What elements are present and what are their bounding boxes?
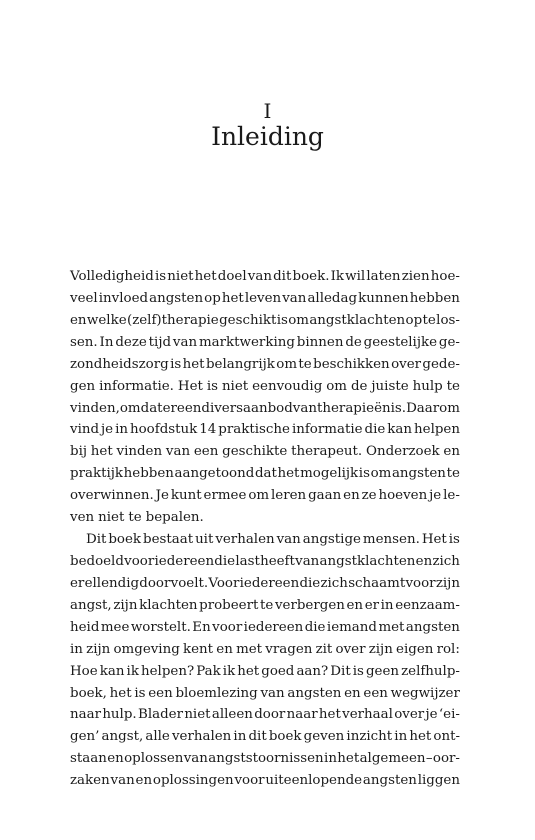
- word: angst,: [70, 597, 112, 613]
- word: uit: [195, 532, 214, 548]
- word: algemeen: [359, 751, 426, 767]
- word: op: [204, 290, 221, 306]
- word: door: [139, 575, 171, 591]
- word: aangetoond: [174, 466, 255, 482]
- text-line: [70, 595, 460, 617]
- text-line: [70, 485, 460, 507]
- word: vragen: [265, 641, 313, 657]
- text-line: [70, 266, 460, 288]
- word: ze: [361, 488, 377, 504]
- chapter-title: Inleiding: [211, 122, 324, 151]
- text-line: [70, 419, 460, 441]
- word: te: [298, 356, 312, 372]
- text-line: [70, 529, 460, 551]
- word: de: [345, 334, 362, 350]
- word: binnen: [296, 334, 344, 350]
- word: En: [192, 619, 211, 635]
- word: is: [134, 685, 146, 701]
- text-line: [70, 704, 460, 726]
- word: geschikt: [219, 312, 277, 328]
- word: voor: [212, 619, 243, 635]
- word: gen’: [70, 729, 100, 745]
- word: naar: [286, 707, 318, 723]
- word: voor: [405, 575, 436, 591]
- word: zit: [315, 641, 333, 657]
- word: en: [443, 444, 460, 460]
- word: geschikte: [222, 444, 288, 460]
- word: Onderzoek: [365, 444, 440, 460]
- word: Het: [177, 378, 203, 394]
- word: om: [276, 356, 298, 372]
- word: informatie.: [99, 378, 174, 394]
- word: voelt.: [170, 575, 209, 591]
- word: Pak: [196, 663, 221, 679]
- word: sen.: [70, 334, 98, 350]
- word: oor-: [432, 751, 460, 767]
- body-text: [70, 266, 460, 792]
- word: om: [370, 466, 392, 482]
- text-line: [70, 354, 460, 376]
- word: iemand: [326, 619, 377, 635]
- word: Je: [155, 488, 169, 504]
- word: angsten: [405, 619, 460, 635]
- word: om: [326, 378, 347, 394]
- word: bedoeld: [70, 553, 124, 569]
- word: Dit: [86, 532, 107, 548]
- word: en: [343, 488, 360, 504]
- word: heeft: [260, 553, 295, 569]
- word: er: [364, 597, 380, 613]
- word: is.: [390, 400, 407, 416]
- text-line: [70, 726, 460, 748]
- word: belangrijk: [205, 356, 275, 372]
- word: is: [154, 269, 167, 284]
- word: angststoornissen: [208, 751, 324, 767]
- word: van: [292, 400, 317, 416]
- word: te: [260, 597, 274, 613]
- word: en: [216, 641, 233, 657]
- word: kent: [183, 641, 214, 657]
- word: vinden,: [70, 400, 120, 416]
- word: is: [352, 663, 364, 679]
- word: je: [101, 422, 114, 438]
- word: wegwijzer: [390, 685, 460, 701]
- text-line: [70, 770, 460, 792]
- word: goed: [261, 663, 295, 679]
- word: over: [394, 707, 425, 723]
- word: vinden: [116, 444, 163, 460]
- word: een: [148, 685, 173, 701]
- word: Daarom: [406, 400, 460, 416]
- word: te: [422, 312, 436, 328]
- word: zijn: [113, 597, 138, 613]
- word: angstige: [302, 532, 361, 548]
- word: Hoe: [70, 663, 98, 679]
- word: van: [110, 773, 135, 789]
- word: een: [176, 400, 202, 416]
- word: ik: [222, 663, 236, 679]
- word: veel: [70, 290, 98, 306]
- word: ellendig: [84, 575, 140, 591]
- word: het: [277, 466, 300, 482]
- word: te: [128, 510, 142, 526]
- word: hoe-: [430, 269, 460, 284]
- word: gen: [70, 378, 96, 394]
- word: is: [276, 312, 288, 328]
- word: Voor: [208, 575, 240, 591]
- word: klachten: [139, 597, 198, 613]
- word: iedereen: [154, 553, 215, 569]
- word: van: [172, 334, 198, 350]
- text-line: [70, 398, 460, 420]
- word: voor: [124, 553, 155, 569]
- word: staan: [70, 751, 107, 767]
- word: boek,: [70, 685, 107, 701]
- word: aan?: [296, 663, 329, 679]
- word: die: [364, 422, 386, 438]
- word: er: [70, 575, 85, 591]
- word: ont-: [433, 729, 460, 745]
- word: helpen: [414, 422, 460, 438]
- word: angsten: [287, 685, 342, 701]
- word: door: [254, 707, 286, 723]
- word: met: [236, 641, 263, 657]
- word: los-: [436, 312, 460, 328]
- word: uiteenlopende: [265, 773, 363, 789]
- word: informatie: [291, 422, 363, 438]
- word: oplossen: [124, 751, 184, 767]
- word: zijn: [86, 641, 111, 657]
- word: je: [425, 707, 438, 723]
- word: zich: [320, 575, 348, 591]
- word: (zelf)therapie: [126, 312, 219, 328]
- word: deze: [115, 334, 147, 350]
- word: van: [295, 553, 320, 569]
- text-line: [70, 573, 460, 595]
- word: eenzaam-: [395, 597, 460, 613]
- word: niet: [167, 269, 194, 284]
- word: geven: [303, 729, 345, 745]
- word: boek.: [292, 269, 330, 284]
- word: therapieën: [316, 400, 391, 416]
- word: die: [214, 553, 236, 569]
- word: van: [165, 444, 191, 460]
- word: die: [299, 575, 321, 591]
- word: oplossingen: [152, 773, 234, 789]
- word: Dit: [330, 663, 351, 679]
- word: zondheidszorg: [70, 356, 169, 372]
- word: mogelijk: [300, 466, 359, 482]
- word: en: [415, 553, 433, 569]
- word: in: [394, 729, 408, 745]
- text-line: [70, 748, 460, 770]
- word: invloed: [98, 290, 149, 306]
- chapter-number: I: [263, 99, 272, 123]
- word: een: [193, 444, 219, 460]
- word: dit: [273, 269, 292, 284]
- word: leven: [244, 290, 282, 306]
- word: schaamt: [348, 575, 406, 591]
- word: om: [288, 312, 309, 328]
- word: en: [135, 773, 153, 789]
- word: de: [350, 378, 368, 394]
- word: zich: [432, 553, 460, 569]
- word: niet: [98, 510, 125, 526]
- text-line: [70, 463, 460, 485]
- word: kan: [387, 422, 413, 438]
- word: 14: [199, 422, 217, 438]
- word: ‘ei-: [438, 707, 460, 723]
- word: er: [162, 400, 177, 416]
- word: over: [391, 356, 422, 372]
- word: probeert: [199, 597, 259, 613]
- word: helpen?: [141, 663, 195, 679]
- word: om: [248, 488, 270, 504]
- word: bepalen.: [145, 510, 204, 526]
- word: en: [70, 312, 87, 328]
- word: leren: [270, 488, 307, 504]
- word: omdat: [119, 400, 163, 416]
- word: gaan: [308, 488, 342, 504]
- word: geestelijke: [363, 334, 438, 350]
- word: angstklachten: [309, 312, 406, 328]
- word: heid: [70, 619, 100, 635]
- word: kunnen: [358, 290, 409, 306]
- text-line: [70, 376, 460, 398]
- text-line: [70, 441, 460, 463]
- word: is: [448, 532, 460, 548]
- word: zien: [401, 269, 430, 284]
- word: mensen.: [362, 532, 420, 548]
- word: liggen: [417, 773, 460, 789]
- word: iedereen: [243, 619, 304, 635]
- word: angsten: [149, 290, 204, 306]
- word: met: [378, 619, 405, 635]
- text-line: [70, 639, 460, 661]
- text-line: [70, 661, 460, 683]
- word: mee: [100, 619, 130, 635]
- word: het: [318, 707, 341, 723]
- word: hoofdstuk: [130, 422, 198, 438]
- text-line: [70, 310, 460, 332]
- word: eenvoudig: [252, 378, 323, 394]
- word: te: [446, 378, 460, 394]
- word: Volledigheid: [70, 269, 154, 284]
- word: worstelt.: [130, 619, 191, 635]
- word: zaken: [70, 773, 110, 789]
- word: boek: [268, 729, 302, 745]
- word: naar: [70, 707, 101, 723]
- word: vind: [70, 422, 100, 438]
- text-line: [70, 288, 460, 310]
- word: verhaal: [342, 707, 393, 723]
- word: –: [425, 751, 433, 767]
- word: is: [206, 378, 218, 394]
- word: dat: [254, 466, 277, 482]
- word: welke: [86, 312, 127, 328]
- word: en: [346, 597, 364, 613]
- word: ermee: [203, 488, 247, 504]
- word: van: [282, 290, 307, 306]
- word: voor: [234, 773, 265, 789]
- word: je: [429, 488, 442, 504]
- word: in: [115, 422, 129, 438]
- word: over: [335, 641, 366, 657]
- word: angstklachten: [319, 553, 416, 569]
- word: het: [182, 356, 205, 372]
- word: kan: [99, 663, 125, 679]
- word: hulp.: [102, 707, 137, 723]
- word: te: [446, 466, 460, 482]
- word: en: [344, 685, 361, 701]
- word: eigen: [396, 641, 434, 657]
- word: divers: [201, 400, 243, 416]
- word: verhalen: [215, 532, 275, 548]
- word: angst,: [101, 729, 144, 745]
- word: omgeving: [113, 641, 180, 657]
- word: bij: [70, 444, 88, 460]
- word: Ik: [330, 269, 345, 284]
- word: alledag: [307, 290, 358, 306]
- word: en: [107, 751, 124, 767]
- word: een: [363, 685, 388, 701]
- word: therapeut.: [291, 444, 363, 460]
- word: dit: [248, 729, 267, 745]
- word: het: [221, 290, 244, 306]
- word: boek: [108, 532, 142, 548]
- word: hebben: [123, 466, 174, 482]
- text-line: [70, 551, 460, 573]
- word: van: [276, 532, 301, 548]
- word: van: [260, 685, 285, 701]
- word: ik: [126, 663, 139, 679]
- word: het: [90, 444, 113, 460]
- word: die: [304, 619, 326, 635]
- word: verbergen: [274, 597, 345, 613]
- word: op: [405, 312, 423, 328]
- word: geen: [365, 663, 400, 679]
- text-line: [70, 507, 460, 529]
- word: inzicht: [346, 729, 393, 745]
- word: rol:: [436, 641, 460, 657]
- word: bloemlezing: [175, 685, 258, 701]
- word: wil: [345, 269, 366, 284]
- word: juiste: [371, 378, 409, 394]
- word: angsten: [391, 466, 446, 482]
- text-line: [70, 683, 460, 705]
- word: beschikken: [313, 356, 390, 372]
- word: ge-: [438, 334, 460, 350]
- word: aanbod: [243, 400, 293, 416]
- word: zelfhulp-: [401, 663, 460, 679]
- word: het: [337, 751, 360, 767]
- word: het: [237, 663, 260, 679]
- word: het: [194, 269, 217, 284]
- word: overwinnen.: [70, 488, 154, 504]
- word: zijn: [368, 641, 393, 657]
- word: le-: [443, 488, 460, 504]
- word: laten: [366, 269, 401, 284]
- word: praktische: [218, 422, 290, 438]
- word: praktijk: [70, 466, 124, 482]
- word: ven: [70, 510, 95, 526]
- word: in: [380, 597, 394, 613]
- word: marktwerking: [198, 334, 295, 350]
- word: last: [235, 553, 260, 569]
- word: Blader: [137, 707, 183, 723]
- word: van: [183, 751, 208, 767]
- word: hebben: [409, 290, 460, 306]
- word: is: [358, 466, 370, 482]
- word: bestaat: [143, 532, 194, 548]
- word: doel: [217, 269, 247, 284]
- text-line: [70, 617, 460, 639]
- word: het: [409, 729, 432, 745]
- word: alleen: [211, 707, 253, 723]
- word: In: [99, 334, 114, 350]
- word: in: [324, 751, 337, 767]
- word: gede-: [422, 356, 460, 372]
- word: angsten: [362, 773, 417, 789]
- word: tijd: [148, 334, 172, 350]
- text-line: [70, 332, 460, 354]
- word: is: [170, 356, 182, 372]
- word: hoeven: [378, 488, 428, 504]
- word: in: [233, 729, 247, 745]
- word: niet: [221, 378, 249, 394]
- word: verhalen: [171, 729, 232, 745]
- word: in: [70, 641, 83, 657]
- word: iedereen: [239, 575, 300, 591]
- word: alle: [145, 729, 170, 745]
- word: zijn: [435, 575, 460, 591]
- word: hulp: [412, 378, 443, 394]
- word: het: [109, 685, 132, 701]
- word: Het: [421, 532, 447, 548]
- word: kunt: [170, 488, 202, 504]
- word: van: [247, 269, 272, 284]
- word: niet: [184, 707, 211, 723]
